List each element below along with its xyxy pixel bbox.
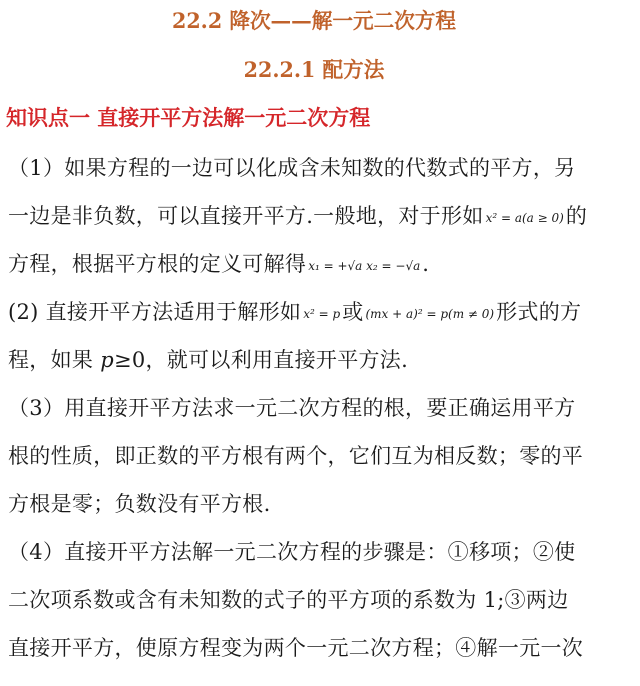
para2-line2-end: ≥0，就可以利用直接开平方法. [113, 348, 409, 372]
page-subtitle: 22.2.1 配方法 [243, 57, 385, 82]
formula-x-squared-equals-a: x² = a(a ≥ 0) [485, 211, 564, 225]
para2-line2-text: 程，如果 [8, 348, 101, 372]
para3-line1: （3）用直接开平方法求一元二次方程的根，要正确运用平方 [8, 396, 576, 420]
section-heading: 知识点一 直接开平方法解一元二次方程 [6, 105, 371, 130]
para2-line1-text: (2) 直接开平方法适用于解形如 [8, 300, 302, 324]
para3-line2: 根的性质，即正数的平方根有两个，它们互为相反数；零的平 [8, 444, 584, 468]
para2-line2 [8, 345, 408, 375]
page-title: 22.2 降次——解一元二次方程 [171, 8, 457, 33]
para1-line2-end: 的 [565, 204, 588, 228]
para1-line3-text: 方程，根据平方根的定义可解得 [8, 252, 307, 276]
formula-roots: x₁ = +√a x₂ = −√a [308, 259, 421, 273]
para1-line2-text: 一边是非负数，可以直接开平方.一般地，对于形如 [8, 204, 484, 228]
para1-line1: （1）如果方程的一边可以化成含未知数的代数式的平方，另 [8, 156, 576, 180]
para1-line2 [8, 201, 587, 233]
para2-line1-end: 形式的方 [496, 300, 582, 324]
para4-line2: 二次项系数或含有未知数的式子的平方项的系数为 1;③两边 [8, 588, 569, 612]
para1-line3 [8, 249, 429, 281]
formula-x-squared-equals-p: x² = p [303, 307, 341, 321]
para1-line3-end: . [422, 252, 430, 276]
para2-line1-or: 或 [342, 300, 364, 324]
para3-line3: 方根是零；负数没有平方根. [8, 492, 271, 516]
para4-line1: （4）直接开平方法解一元二次方程的步骤是：①移项；②使 [8, 540, 576, 564]
formula-mx-plus-a-squared: (mx + a)² = p(m ≠ 0) [365, 307, 495, 321]
variable-p: p [100, 348, 114, 372]
para2-line1 [8, 297, 581, 329]
para4-line3: 直接开平方，使原方程变为两个一元二次方程；④解一元一次 [8, 636, 584, 660]
